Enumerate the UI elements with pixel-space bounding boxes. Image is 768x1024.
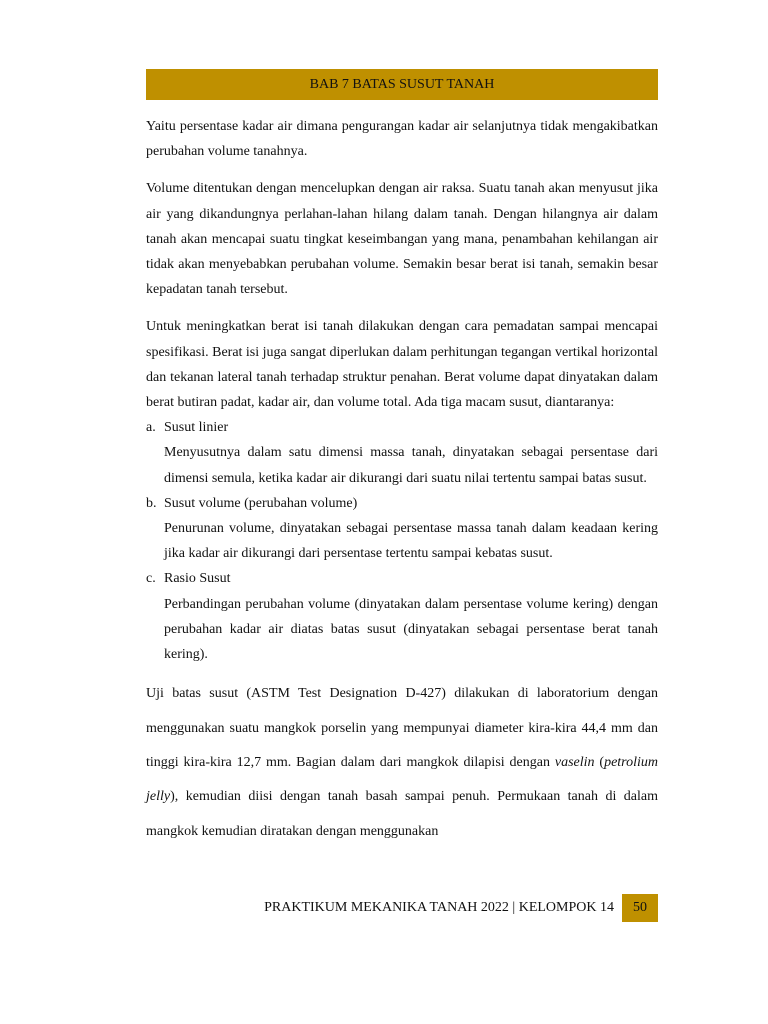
list-item-description: Menyusutnya dalam satu dimensi massa tanah, dinyatakan sebagai persentase dari dimensi semula, ketika kadar air dikurangi dari suatu nilai tertentu sampai batas susut. [164,445,658,486]
paragraph-uji-batas-susut [146,677,658,849]
list-item [146,566,658,667]
shrinkage-types-list [146,415,658,667]
list-item [146,491,658,567]
chapter-title-bar [146,69,658,100]
body-text [146,114,658,849]
list-marker: b. [146,495,157,511]
list-item-title: Susut volume (perubahan volume) [164,495,358,511]
italic-term: petrolium jelly [146,755,658,805]
paragraph-definition: Yaitu persentase kadar air dimana pengurangan kadar air selanjutnya tidak mengakibatkan perubahan volume tanahnya. [146,119,658,160]
list-item-description: Penurunan volume, dinyatakan sebagai persentase massa tanah dalam keadaan kering jika kadar air dikurangi dari persentase tertentu sampai kebatas susut. [164,521,658,562]
list-marker: c. [146,571,156,587]
paragraph-volume: Volume ditentukan dengan mencelupkan dengan air raksa. Suatu tanah akan menyusut jika air yang dikandungnya perlahan-lahan hilang dalam tanah. Dengan hilangnya air dalam tanah akan mencapai suatu tingkat keseimbangan yang mana, penambahan kehilangan air tidak akan menyebabkan perubahan volume. Semakin besar berat isi tanah, semakin besar kepadatan tanah tersebut. [146,181,658,298]
list-item-title: Susut linier [164,420,229,436]
chapter-title: BAB 7 BATAS SUSUT TANAH [309,76,495,92]
paragraph-text: ( [594,755,605,771]
italic-term: vaselin [554,755,595,771]
page-number: 50 [622,894,658,922]
list-marker: a. [146,420,156,436]
paragraph-text: ), kemudian diisi dengan tanah basah sampai penuh. Permukaan tanah di dalam mangkok kemudian diratakan dengan menggunakan [146,789,658,839]
list-item [146,415,658,491]
page-footer [146,894,658,922]
paragraph-berat-isi: Untuk meningkatkan berat isi tanah dilakukan dengan cara pemadatan sampai mencapai spesifikasi. Berat isi juga sangat diperlukan dalam perhitungan tegangan vertikal horizontal dan tekanan lateral tanah terhadap struktur penahan. Berat volume dapat dinyatakan dalam berat butiran padat, kadar air, dan volume total. Ada tiga macam susut, diantaranya: [146,319,659,411]
list-item-description: Perbandingan perubahan volume (dinyatakan dalam persentase volume kering) dengan perubahan kadar air diatas batas susut (dinyatakan sebagai persentase berat tanah kering). [164,596,658,663]
footer-text: PRAKTIKUM MEKANIKA TANAH 2022 | KELOMPOK 14 [264,900,614,915]
list-item-title: Rasio Susut [164,571,231,587]
paragraph-text: Uji batas susut (ASTM Test Designation D-427) dilakukan di laboratorium dengan menggunakan suatu mangkok porselin yang mempunyai diameter kira-kira 44,4 mm dan tinggi kira-kira 12,7 mm. Bagian dalam dari mangkok dilapisi dengan [146,686,658,771]
